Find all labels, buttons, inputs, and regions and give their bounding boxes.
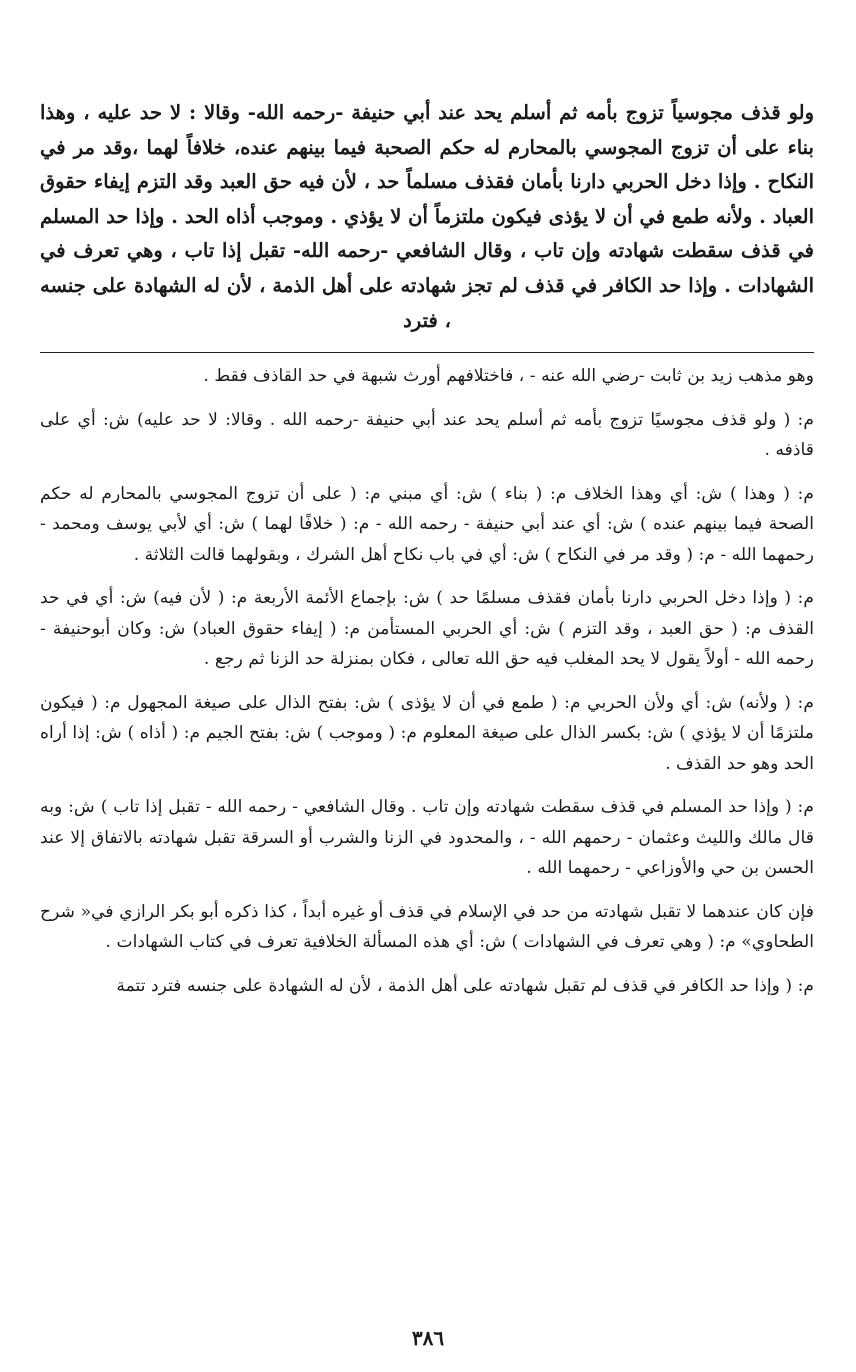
- commentary-paragraph: فإن كان عندهما لا تقبل شهادته من حد في الإسلام في قذف أو غيره أبداً ، كذا ذكره أبو بكر الرازي في« شرح الطحاوي» م: ( وهي تعرف في الشهادات ) ش: أي هذه المسألة الخلافية تعرف في كتاب الشهادات .: [40, 901, 814, 953]
- commentary-paragraph: م: ( وإذا حد المسلم في قذف سقطت شهادته وإن تاب . وقال الشافعي - رحمه الله - تقبل إذا تاب ) ش: وبه قال مالك والليث وعثمان - رحمهم الله - ، والمحدود في الزنا والشرب أو السرقة تقبل شهادته بالاتفاق إلا عند الحسن بن حي والأوزاعي - رحمهما الله .: [40, 797, 814, 879]
- commentary-paragraph: وهو مذهب زيد بن ثابت -رضي الله عنه - ، فاختلافهم أورث شبهة في حد القاذف فقط .: [203, 366, 814, 387]
- matn-text: ولو قذف مجوسياً تزوج بأمه ثم أسلم يحد عند أبي حنيفة -رحمه الله- وقالا : لا حد عليه ، وهذا بناء على أن تزوج المجوسي بالمحارم له حكم الصحبة فيما بينهم عنده، خلافاً لهما ،وقد مر في النكاح . وإذا دخل الحربي دارنا بأمان فقذف مسلماً حد ، لأن فيه حق العبد وقد التزم إيفاء حقوق العباد . ولأنه طمع في أن لا يؤذى فيكون ملتزماً أن لا يؤذي . وموجب أذاه الحد . وإذا حد المسلم في قذف سقطت شهادته وإن تاب ، وقال الشافعي -رحمه الله- تقبل إذا تاب ، وهي تعرف في الشهادات . وإذا حد الكافر في قذف لم تجز شهادته على أهل الذمة ، لأن له الشهادة على جنسه ، فترد: [40, 101, 814, 332]
- commentary-paragraph: م: ( ولأنه) ش: أي ولأن الحربي م: ( طمع في أن لا يؤذى ) ش: بفتح الذال على صيغة المجهول م: ( فيكون ملتزمًا أن لا يؤذي ) ش: بكسر الذال على صيغة المعلوم م: ( وموجب ) ش: بفتح الجيم م: ( أذاه ) ش: إذا أراه الحد وهو حد القذف .: [40, 692, 814, 774]
- commentary-paragraph: م: ( وإذا حد الكافر في قذف لم تقبل شهادته على أهل الذمة ، لأن له الشهادة على جنسه فترد تتمة: [116, 975, 814, 996]
- commentary: [40, 361, 814, 1001]
- commentary-paragraph: م: ( ولو قذف مجوسيًا تزوج بأمه ثم أسلم يحد عند أبي حنيفة -رحمه الله . وقالا: لا حد عليه) ش: أي على قاذفه .: [40, 409, 814, 461]
- footnote-divider: [40, 352, 814, 353]
- page-number: ٣٨٦: [411, 1326, 445, 1350]
- commentary-paragraph: م: ( وهذا ) ش: أي وهذا الخلاف م: ( بناء ) ش: أي مبني م: ( على أن تزوج المجوسي بالمحارم له حكم الصحة فيما بينهم عنده ) ش: أي عند أبي حنيفة - رحمه الله - م: ( خلافًا لهما ) ش: أي لأبي يوسف ومحمد - رحمهما الله - م: ( وقد مر في النكاح ) ش: أي في باب نكاح أهل الشرك ، وبقولهما قالت الثلاثة .: [40, 483, 814, 565]
- commentary-paragraph: م: ( وإذا دخل الحربي دارنا بأمان فقذف مسلمًا حد ) ش: بإجماع الأئمة الأربعة م: ( لأن فيه) ش: أي في حد القذف م: ( حق العبد ، وقد التزم ) ش: أي الحربي المستأمن م: ( إيفاء حقوق العباد) ش: وكان أبوحنيفة - رحمه الله - أولاً يقول لا يحد المغلب فيه حق الله تعالى ، فكان بمنزلة حد الزنا ثم رجع .: [40, 588, 814, 670]
